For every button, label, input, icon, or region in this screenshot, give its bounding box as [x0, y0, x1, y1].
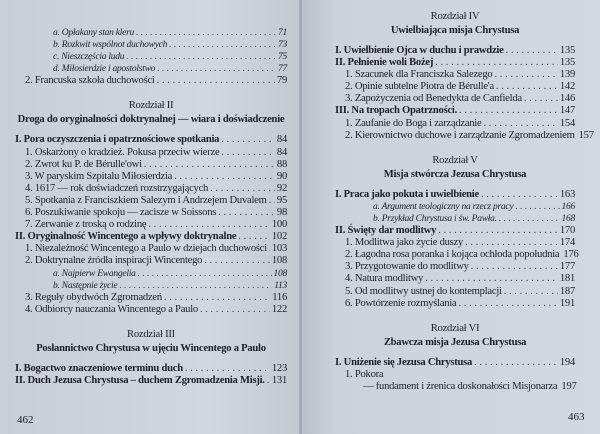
- entry-title: Uwielbiająca misja Chrystusa: [390, 25, 520, 36]
- entry-title: Droga do oryginalności doktrynalnej — wiara i doświadczenie: [17, 114, 285, 126]
- dot-leader: [435, 57, 558, 69]
- dot-leader: [494, 69, 557, 81]
- entry-page-number: 100: [271, 219, 287, 231]
- toc-entry: [15, 159, 287, 171]
- entry-title: 1. Modlitwa jako życie duszy: [345, 237, 464, 249]
- entry-page-number: 170: [559, 225, 575, 237]
- dot-leader: [504, 286, 558, 298]
- entry-title: Rozdział V: [432, 154, 478, 166]
- entry-title: Rozdział VI: [430, 322, 480, 334]
- entry-title: Zbawcza misja Jezusa Chrystusa: [383, 336, 527, 348]
- dot-leader: [185, 363, 270, 375]
- dot-leader: [169, 39, 276, 51]
- toc-entry: [335, 105, 575, 117]
- entry-title: 3. Reguły obydwóch Zgromadzeń: [25, 291, 162, 303]
- entry-page-number: 103: [271, 243, 287, 255]
- dot-leader: [210, 183, 275, 195]
- entry-page-number: 108: [273, 268, 287, 279]
- entry-title: 6. Powtórzenie rozmyślania: [345, 297, 457, 309]
- entry-title: III. Na tropach Opatrzności.: [335, 105, 457, 117]
- entry-title: 1. Niezależność Wincentego a Paulo w dziejach duchowości: [25, 243, 267, 255]
- dot-leader: [515, 201, 559, 213]
- toc-entry: [15, 363, 287, 375]
- dot-leader: [496, 81, 558, 93]
- dot-leader: [267, 375, 270, 387]
- entry-title: I. Pora oczyszczenia i opatrznościowe spotkania: [15, 134, 220, 146]
- toc-entry: [335, 249, 579, 261]
- entry-title: 1. Oskarżony o kradzież. Pokusa przeciw wierze: [25, 146, 220, 158]
- entry-page-number: 135: [559, 45, 575, 56]
- chapter-title: [335, 169, 575, 183]
- entry-title: 2. Opinie subtelne Piotra de Bérulle'a: [345, 81, 494, 93]
- chapter-title: [335, 337, 575, 351]
- toc-entry: [335, 118, 575, 130]
- entry-title: a. Opłakany stan kleru: [53, 28, 135, 38]
- entry-page-number: 191: [559, 297, 575, 309]
- entry-title: 2. Łagodna rosa poranka i kojąca ochłoda popołudnia: [345, 249, 560, 261]
- entry-title: Misja stwórcza Jezusa Chrystusa: [383, 168, 527, 180]
- entry-page-number: 79: [276, 75, 287, 87]
- dot-leader: [221, 147, 275, 159]
- dot-leader: [221, 134, 275, 146]
- entry-page-number: 146: [559, 93, 575, 105]
- entry-title: 4. 1617 — rok doświadczeń rozstrzygających: [25, 182, 209, 194]
- dot-leader: [238, 231, 270, 243]
- entry-title: d. Miłosierdzie i apostolstwo: [53, 64, 156, 75]
- entry-title: 4. Natura modlitwy: [345, 273, 424, 285]
- toc-entry: [15, 219, 287, 231]
- dot-leader: [148, 219, 270, 231]
- toc-entry: [335, 225, 575, 237]
- page-number: 462: [17, 414, 34, 426]
- toc-entry: [335, 298, 575, 310]
- toc-entry: [15, 63, 287, 75]
- toc-right: [335, 11, 594, 393]
- toc-entry: [15, 183, 287, 195]
- entry-page-number: 142: [559, 81, 575, 93]
- toc-entry: [15, 27, 287, 39]
- entry-page-number: 197: [561, 380, 577, 392]
- toc-entry: [15, 195, 287, 207]
- toc-entry: [15, 304, 287, 316]
- entry-title: Rozdział II: [128, 100, 174, 112]
- toc-entry: [335, 81, 575, 93]
- entry-page-number: 102: [271, 231, 287, 243]
- toc-left: [15, 27, 287, 387]
- dot-leader: [119, 280, 272, 292]
- toc-entry: [15, 51, 287, 63]
- dot-leader: [524, 93, 558, 105]
- entry-title: II. Duch Jezusa Chrystusa – duchem Zgromadzenia Misji.: [15, 374, 265, 386]
- entry-title: c. Nieszczęścia ludu: [53, 52, 125, 63]
- entry-title: 5. Od modlitwy ustnej do kontemplacji: [345, 285, 502, 297]
- entry-page-number: 123: [271, 362, 287, 374]
- chapter-number: [335, 11, 575, 25]
- entry-page-number: 157: [578, 129, 594, 141]
- entry-title: II. Święty dar modlitwy: [335, 225, 437, 237]
- chapter-title: [335, 25, 575, 39]
- entry-title: 1. Pokora: [345, 368, 384, 380]
- book-gutter-shadow: [299, 0, 302, 434]
- toc-entry: [335, 201, 575, 213]
- entry-title: 1. Szacunek dla Franciszka Salezego: [345, 69, 493, 81]
- toc-entry: [335, 381, 575, 393]
- toc-entry: [335, 57, 575, 69]
- dot-leader: [499, 213, 560, 225]
- dot-leader: [438, 225, 558, 237]
- page-number: 463: [568, 411, 585, 423]
- toc-entry: [15, 147, 287, 159]
- entry-page-number: 176: [563, 249, 579, 261]
- entry-page-number: 92: [276, 182, 287, 194]
- dot-leader: [218, 207, 275, 219]
- toc-entry: [15, 39, 287, 51]
- toc-entry: [335, 369, 575, 381]
- dot-leader: [269, 243, 270, 255]
- toc-entry: [15, 292, 287, 304]
- entry-page-number: 166: [561, 201, 575, 212]
- entry-page-number: 147: [559, 105, 575, 117]
- dot-leader: [174, 171, 275, 183]
- entry-page-number: 116: [272, 291, 287, 303]
- toc-entry: [335, 237, 575, 249]
- chapter-number: [15, 329, 287, 343]
- toc-entry: [335, 93, 575, 105]
- dot-leader: [144, 159, 275, 171]
- dot-leader: [459, 105, 558, 117]
- entry-title: 7. Zerwanie z troską o rodzinę: [25, 219, 147, 231]
- dot-leader: [471, 261, 558, 273]
- entry-title: I. Bogactwo znaczeniowe terminu duch: [15, 362, 183, 374]
- entry-title: 6. Poszukiwanie spokoju — zacisze w Soissons: [25, 207, 217, 219]
- chapter-title: [15, 114, 287, 128]
- entry-title: I. Praca jako pokuta i uwielbienie: [335, 188, 479, 200]
- toc-entry: [15, 375, 287, 387]
- entry-page-number: 84: [276, 146, 287, 158]
- dot-leader: [136, 27, 276, 39]
- entry-page-number: 163: [559, 188, 575, 200]
- entry-page-number: 95: [276, 194, 287, 206]
- entry-page-number: 88: [276, 158, 287, 170]
- right-page: [300, 0, 600, 434]
- dot-leader: [465, 237, 558, 249]
- dot-leader: [157, 75, 275, 87]
- toc-entry: [15, 231, 287, 243]
- entry-title: 3. Zapożyczenia od Benedykta de Canfielda: [345, 93, 522, 105]
- toc-entry: [335, 357, 575, 369]
- entry-title: 3. W paryskim Szpitalu Miłosierdzia: [25, 170, 173, 182]
- dot-leader: [164, 292, 270, 304]
- dot-leader: [138, 268, 272, 280]
- entry-title: I. Uwielbienie Ojca w duchu i prawdzie: [335, 45, 504, 56]
- entry-title: I. Uniżenie się Jezusa Chrystusa: [335, 356, 473, 368]
- entry-page-number: 174: [559, 237, 575, 249]
- toc-entry: [335, 129, 594, 142]
- entry-page-number: 98: [276, 207, 287, 219]
- entry-page-number: 90: [276, 170, 287, 182]
- entry-title: 2. Francuska szkoła duchowości: [25, 75, 155, 87]
- dot-leader: [458, 298, 557, 310]
- entry-title: Posłannictwo Chrystusa w ujęciu Wincentego a Paulo: [36, 342, 266, 354]
- entry-page-number: 73: [278, 40, 287, 51]
- toc-entry: [15, 255, 287, 267]
- chapter-number: [335, 323, 575, 337]
- entry-page-number: 71: [278, 28, 287, 38]
- dot-leader: [126, 51, 276, 63]
- dot-leader: [506, 45, 558, 57]
- toc-entry: [15, 207, 287, 219]
- dot-leader: [483, 118, 557, 130]
- entry-title: a. Argument teologiczny na rzecz pracy: [373, 201, 514, 212]
- entry-title: a. Najpierw Ewangelia: [53, 268, 136, 279]
- toc-entry: [335, 213, 575, 225]
- entry-page-number: 194: [559, 356, 575, 368]
- entry-page-number: 139: [559, 69, 575, 81]
- entry-title: Rozdział IV: [430, 11, 480, 22]
- entry-page-number: 177: [559, 261, 575, 273]
- entry-page-number: 122: [271, 303, 287, 315]
- entry-title: 1. Zaufanie do Boga i zarządzanie: [345, 117, 482, 129]
- entry-title: 3. Przygotowanie do modlitwy: [345, 261, 469, 273]
- dot-leader: [200, 304, 270, 316]
- toc-entry: [335, 273, 575, 285]
- entry-title: 2. Doktrynalne źródła inspiracji Wincentego: [25, 255, 203, 267]
- entry-page-number: 135: [559, 57, 575, 69]
- entry-title: b. Przykład Chrystusa i św. Pawła.: [373, 213, 497, 224]
- entry-title: b. Następnie życie: [53, 280, 118, 291]
- toc-entry: [15, 280, 287, 292]
- toc-entry: [15, 243, 287, 255]
- entry-page-number: 84: [276, 134, 287, 146]
- entry-page-number: 131: [271, 374, 287, 386]
- entry-title: II. Pełnienie woli Bożej: [335, 57, 434, 69]
- toc-entry: [335, 69, 575, 81]
- entry-title: II. Oryginalność Wincentego a wpływy doktrynalne: [15, 231, 237, 243]
- entry-page-number: 168: [561, 213, 575, 224]
- toc-entry: [335, 286, 575, 298]
- dot-leader: [425, 273, 558, 285]
- entry-page-number: 75: [278, 52, 287, 63]
- toc-entry: [335, 189, 575, 201]
- entry-page-number: 108: [271, 255, 287, 267]
- toc-entry: [335, 45, 575, 57]
- entry-page-number: 187: [559, 285, 575, 297]
- entry-page-number: 77: [278, 64, 287, 75]
- toc-entry: [15, 268, 287, 280]
- dot-leader: [204, 255, 270, 267]
- entry-title: 2. Zwrot ku P. de Bérulle'owi: [25, 158, 142, 170]
- toc-entry: [335, 261, 575, 273]
- dot-leader: [481, 189, 558, 201]
- entry-title: Rozdział III: [127, 328, 175, 340]
- entry-title: 5. Spotkania z Franciszkiem Salezym i Andrzejem Duvalem: [25, 194, 267, 206]
- toc-entry: [15, 171, 287, 183]
- entry-page-number: 113: [274, 280, 287, 291]
- toc-entry: [15, 75, 287, 87]
- dot-leader: [269, 195, 275, 207]
- entry-title: 4. Odbiorcy nauczania Wincentego a Paulo: [25, 303, 198, 315]
- entry-page-number: 181: [559, 273, 575, 285]
- dot-leader: [157, 63, 276, 75]
- dot-leader: [474, 357, 558, 369]
- entry-title: — fundament i źrenica doskonałości Misjonarza: [363, 380, 558, 392]
- entry-title: b. Rozkwit wspólnot duchowych: [53, 40, 168, 51]
- chapter-title: [15, 343, 287, 357]
- entry-page-number: 154: [559, 117, 575, 129]
- toc-entry: [15, 134, 287, 146]
- chapter-number: [15, 100, 287, 114]
- chapter-number: [335, 155, 575, 169]
- entry-title: 2. Kierownictwo duchowe i zarządzanie Zgromadzeniem: [345, 129, 575, 141]
